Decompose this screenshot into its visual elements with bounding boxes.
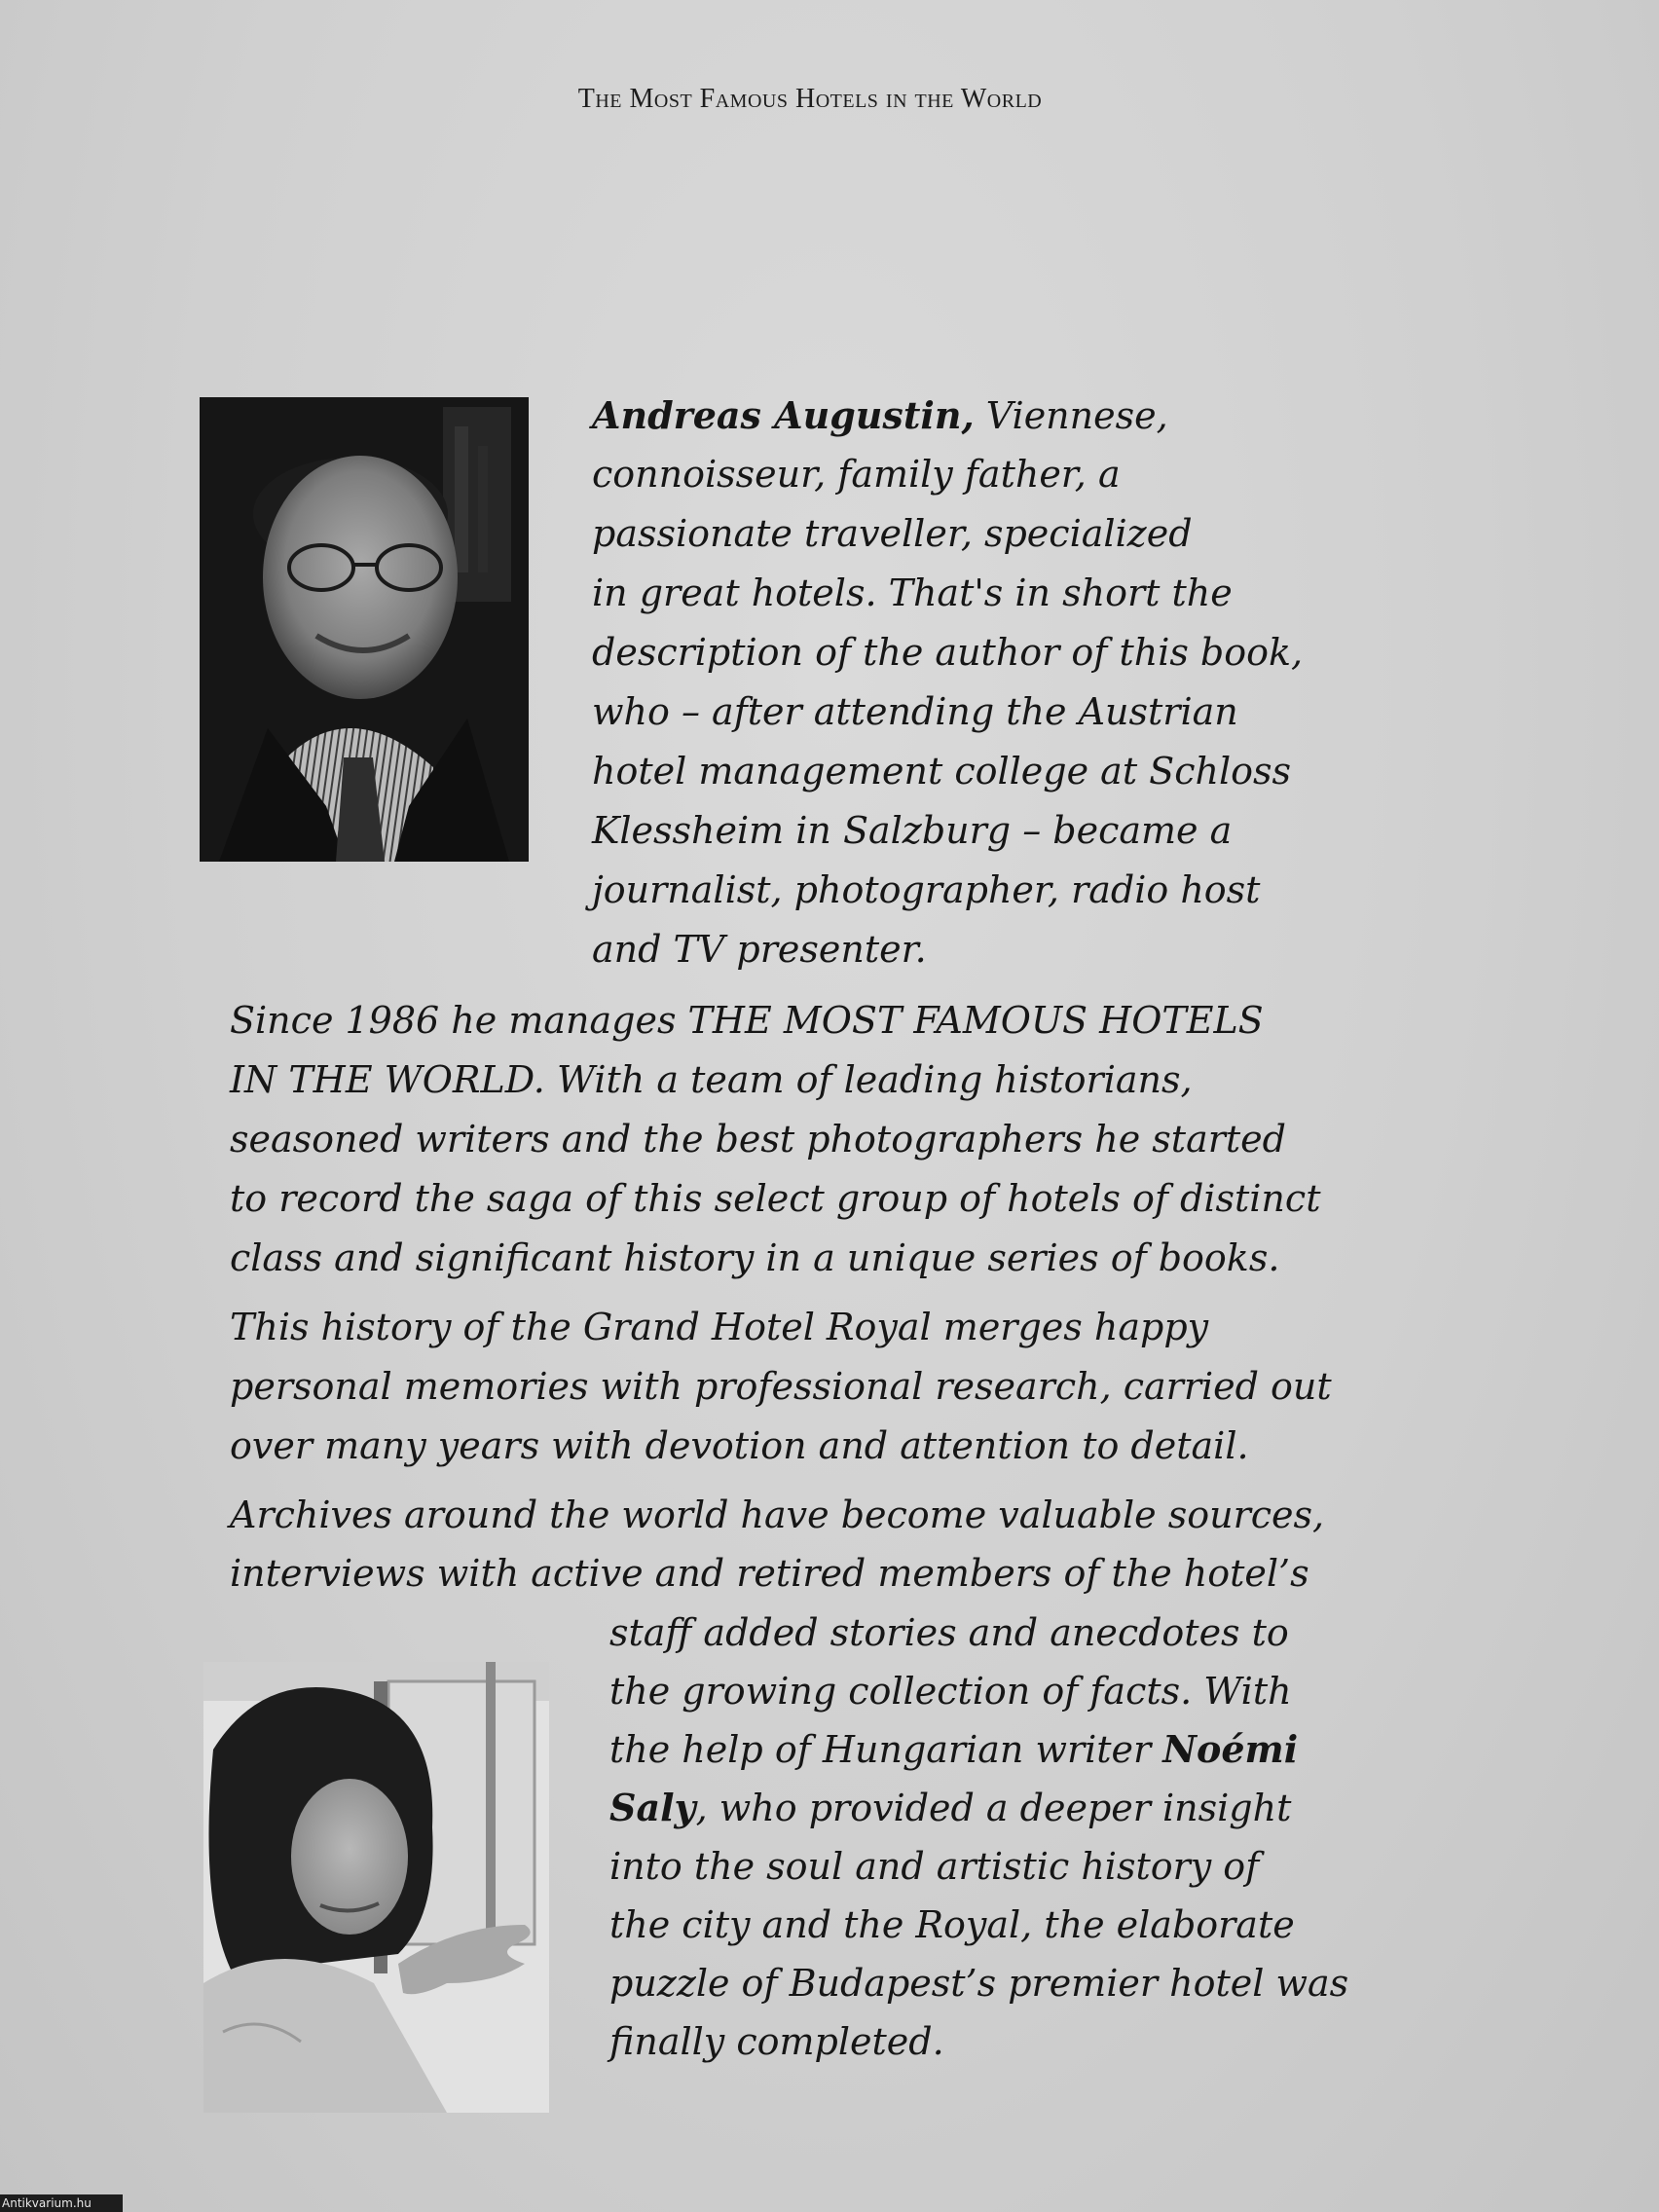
running-header: The Most Famous Hotels in the World — [577, 84, 1043, 114]
coauthor-name-first: Noémi — [1162, 1727, 1299, 1771]
coauthor-name-last: Saly — [609, 1786, 696, 1829]
author-photo-andreas-augustin — [200, 397, 529, 862]
coauthor-paragraph: staff added stories and anecdotes to the growing collection of facts. With the help of Hungarian writer Noémi Saly, who provided a deeper insight into the soul and artistic history of the city and the Royal, the elaborate puzzle of Budapest’s premier hotel was finally completed. — [609, 1611, 1349, 2063]
management-paragraph: Since 1986 he manages THE MOST FAMOUS HOTELS IN THE WORLD. With a team of leading historians, seasoned writers and the best photographers he started to record the saga of this select group of hotels of distinct class and significant history in a unique series of books. — [230, 999, 1321, 1279]
author-name: Andreas Augustin, — [592, 393, 975, 437]
history-paragraph: This history of the Grand Hotel Royal merges happy personal memories with professional research, carried out over many years with devotion and attention to detail. — [230, 1306, 1332, 1467]
author-photo-noemi-saly — [203, 1662, 549, 2113]
archives-paragraph: Archives around the world have become valuable sources, interviews with active and retired members of the hotel’s — [230, 1493, 1325, 1595]
watermark: Antikvarium.hu — [0, 2194, 123, 2212]
author-bio-paragraph: Andreas Augustin, Viennese, connoisseur, family father, a passionate traveller, specialized in great hotels. That's in short the description of the author of this book, who – after attending the Austrian hotel management college at Schloss Klessheim in Salzburg – became a journalist, photographer, radio host and TV presenter. — [592, 393, 1304, 971]
